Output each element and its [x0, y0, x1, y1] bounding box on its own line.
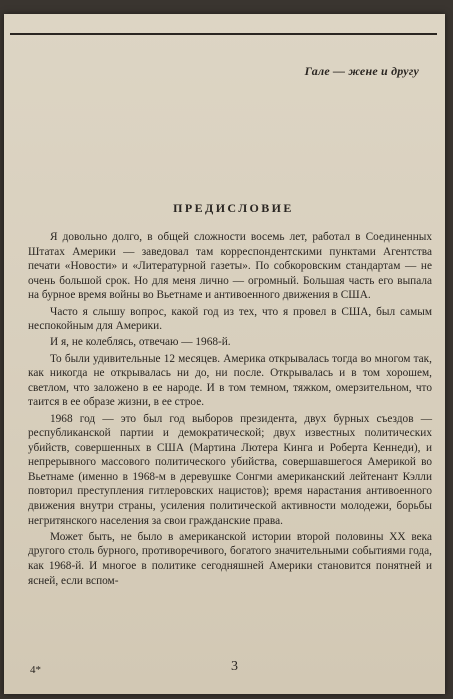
paragraph-3: И я, не колеблясь, отвечаю — 1968-й.	[50, 336, 231, 349]
paragraph-4: То были удивительные 12 месяцев. Америка открывалась тогда во многом так, как никогда не открывалась ни до, ни после. Открывалась и в том хорошем, светлом, что заложено в ее народе. И в том темном, тяжком, омерзительном, что таится в ее образе жизни, в ее строе.	[28, 352, 432, 409]
page-heading: ПРЕДИСЛОВИЕ	[173, 201, 294, 215]
dedication: Гале — жене и другу	[304, 64, 419, 78]
paragraph-6: Может быть, не было в американской истории второй половины XX века другого столь бурного, противоречивого, богатого значительными событиями года, как 1968-й. И многое в политике сегодняшней Америки становится понятней и ясней, если вспом-	[28, 530, 432, 587]
paragraph-2: Часто я слышу вопрос, какой год из тех, что я провел в США, был самым неспокойным для Америки.	[28, 305, 432, 333]
signature-mark: 4*	[30, 664, 41, 676]
paragraph-1: Я довольно долго, в общей сложности восемь лет, работал в Соединенных Штатах Америки — заведовал там корреспондентскими пунктами Агентства печати «Новости» и «Литературной газеты». По собкоровским стандартам — не очень большой срок. Но для меня лично — огромный. Большая часть его выпала на бурное время войны во Вьетнаме и антивоенного движения в США.	[28, 231, 432, 302]
book-page	[4, 14, 445, 694]
top-rule	[10, 33, 437, 35]
body-text	[28, 230, 432, 590]
paragraph-5: 1968 год — это был год выборов президента, двух бурных съездов — республиканской партии и демократической; двух известных политических убийств, совершенных в США (Мартина Лютера Кинга и Роберта Кеннеди), и непрерывного массового политического убийства, совершавшегося Америкой во Вьетнаме (именно в 1968-м в деревушке Сонгми американский лейтенант Кэлли повторил преступления гитлеровских нацистов); время нарастания антивоенного движения внутри страны, усиления политической активности молодежи, борьбы негритянского населения за свои гражданские права.	[28, 412, 432, 527]
page-number: 3	[231, 659, 238, 674]
